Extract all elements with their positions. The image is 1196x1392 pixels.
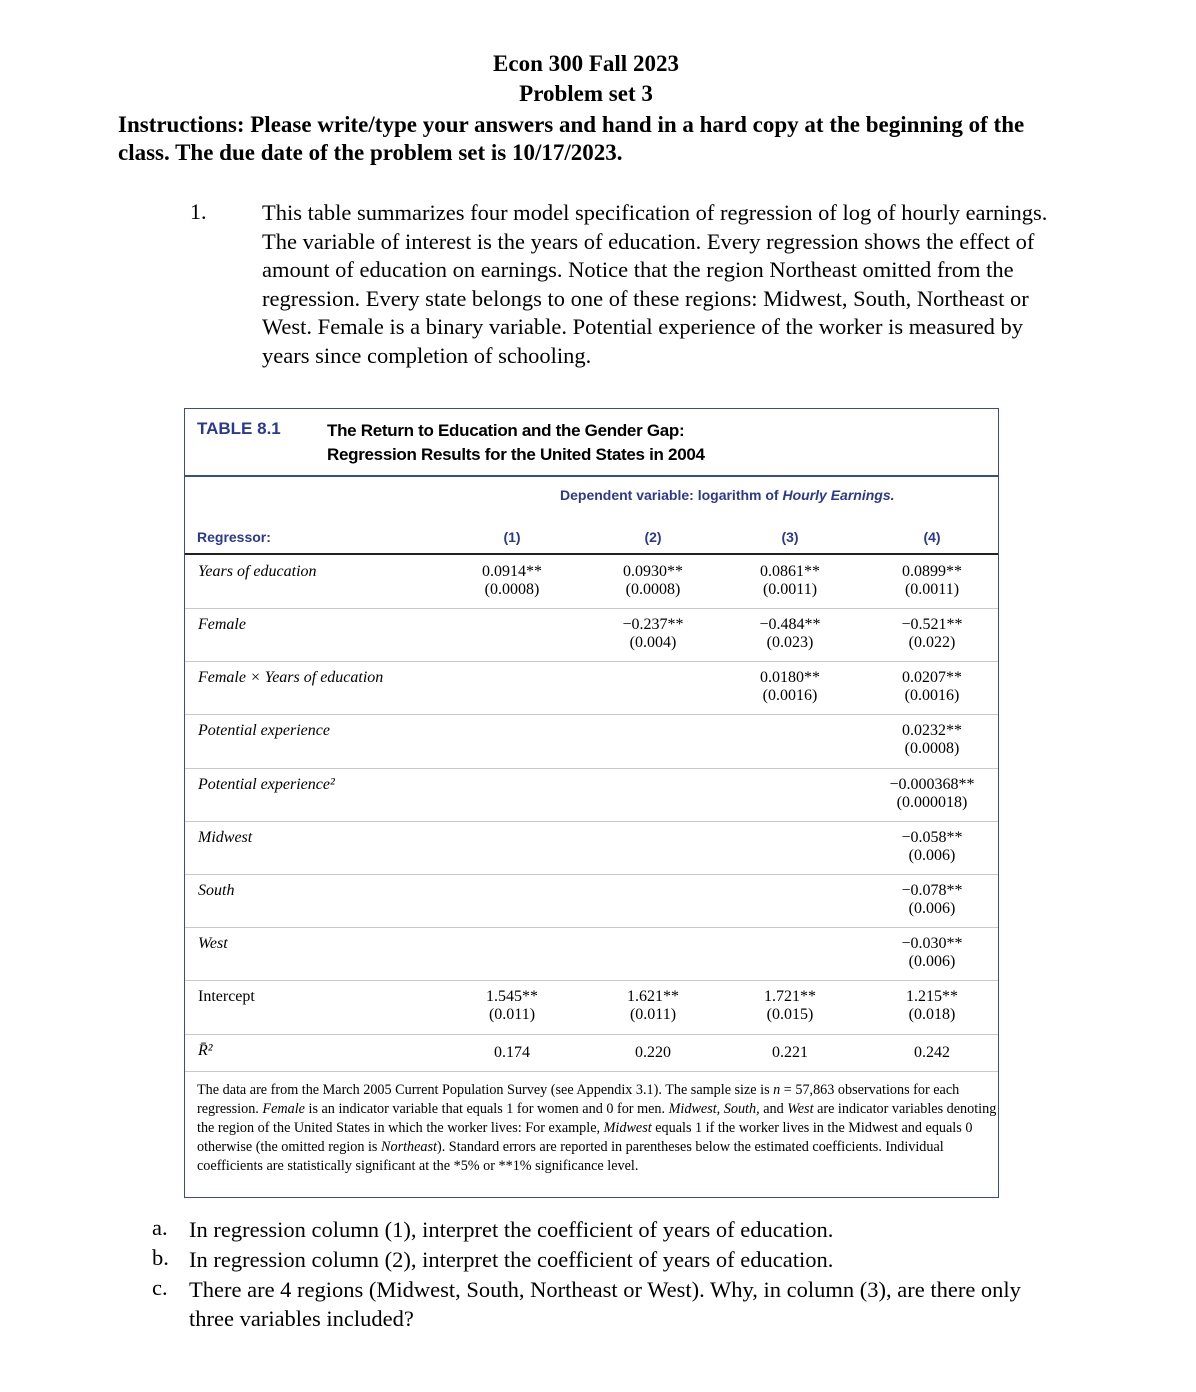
footnote-segment: equals 1 if the worker lives in the Midwest and equals 0 otherwise (the omitted region is xyxy=(197,1120,973,1155)
table-cell xyxy=(583,563,723,599)
subquestion-text: In regression column (2), interpret the coefficient of years of education. xyxy=(189,1247,834,1272)
table-label: TABLE 8.1 xyxy=(197,419,281,438)
table-cell xyxy=(583,1044,723,1062)
row-label: South xyxy=(198,882,235,899)
footnote-segment: Midwest xyxy=(603,1120,652,1136)
subquestion-text: There are 4 regions (Midwest, South, Northeast or West). Why, in column (3), are there only three variables included? xyxy=(189,1277,1021,1331)
footnote-segment: West xyxy=(787,1101,814,1117)
subquestion-letter: a. xyxy=(152,1215,168,1240)
table-cell xyxy=(720,563,860,599)
footnote-segment: Midwest, South, xyxy=(668,1101,760,1117)
footnote-segment: n xyxy=(773,1082,781,1098)
coefficient: 1.621** xyxy=(627,988,679,1005)
standard-error: (0.015) xyxy=(766,1006,814,1023)
coefficient: −0.484** xyxy=(759,616,821,633)
divider xyxy=(185,475,998,477)
standard-error: (0.004) xyxy=(629,634,677,651)
table-row xyxy=(185,714,998,769)
table-title-line1: The Return to Education and the Gender Gap: xyxy=(327,421,685,440)
table-cell xyxy=(862,829,1002,865)
dependent-variable-label xyxy=(560,487,895,503)
table-row xyxy=(185,927,998,981)
coefficient: −0.237** xyxy=(622,616,684,633)
coefficient: −0.000368** xyxy=(889,776,975,793)
instructions: Instructions: Please write/type your answers and hand in a hard copy at the beginning of the class. The due date of the problem set is 10/17/2023. xyxy=(118,112,1025,165)
column-header: (4) xyxy=(923,529,941,545)
table-cell xyxy=(442,1044,582,1062)
standard-error: (0.0008) xyxy=(625,581,681,598)
table-cell xyxy=(720,1044,860,1062)
row-label: Female xyxy=(198,616,246,633)
standard-error: (0.0016) xyxy=(762,687,818,704)
table-row xyxy=(185,608,998,662)
subquestion-letter: c. xyxy=(152,1275,168,1300)
column-header: (3) xyxy=(781,529,799,545)
coefficient: −0.521** xyxy=(901,616,963,633)
table-row xyxy=(185,980,998,1035)
column-header: (2) xyxy=(644,529,662,545)
coefficient: 0.0180** xyxy=(760,669,820,686)
table-cell xyxy=(862,1044,1002,1062)
standard-error: (0.000018) xyxy=(896,794,968,811)
coefficient: 1.545** xyxy=(486,988,538,1005)
table-cell xyxy=(720,616,860,652)
table-row xyxy=(185,661,998,715)
coefficient: 0.0232** xyxy=(902,722,962,739)
standard-error: (0.006) xyxy=(908,847,956,864)
table-row xyxy=(185,1034,998,1072)
standard-error: (0.006) xyxy=(908,900,956,917)
question-number: 1. xyxy=(190,199,207,224)
footnote-segment: and xyxy=(759,1101,788,1117)
footnote-segment: = 57,863 observations for each regression. xyxy=(197,1082,960,1117)
coefficient: 0.242 xyxy=(914,1044,950,1061)
standard-error: (0.023) xyxy=(766,634,814,651)
coefficient: 0.220 xyxy=(635,1044,671,1061)
question-text: This table summarizes four model specification of regression of log of hourly earnings. The variable of interest is the years of education. Every regression shows the effect of amount of education on earnings. Notice that the region Northeast omitted from the regression. Every state belongs to one of these regions: Midwest, South, Northeast or West. Female is a binary variable. Potential experience of the worker is measured by years since completion of schooling. xyxy=(262,200,1048,368)
table-cell xyxy=(442,988,582,1024)
coefficient: 0.0207** xyxy=(902,669,962,686)
row-label: R̄² xyxy=(198,1042,213,1059)
table-cell xyxy=(862,563,1002,599)
standard-error: (0.006) xyxy=(908,953,956,970)
standard-error: (0.0008) xyxy=(904,740,960,757)
standard-error: (0.0011) xyxy=(762,581,818,598)
standard-error: (0.018) xyxy=(908,1006,956,1023)
subquestion-letter: b. xyxy=(152,1245,169,1270)
coefficient: 1.215** xyxy=(906,988,958,1005)
table-cell xyxy=(583,616,723,652)
row-label: Potential experience² xyxy=(198,776,335,793)
table-cell xyxy=(442,563,582,599)
coefficient: 0.0861** xyxy=(760,563,820,580)
column-header: (1) xyxy=(503,529,521,545)
row-label: Female × Years of education xyxy=(198,669,384,686)
table-row xyxy=(185,555,998,609)
table-row xyxy=(185,821,998,875)
table-cell xyxy=(862,935,1002,971)
table-cell xyxy=(720,669,860,705)
row-label: Midwest xyxy=(198,829,253,846)
problem-set-title: Problem set 3 xyxy=(519,81,653,106)
standard-error: (0.0008) xyxy=(484,581,540,598)
subquestion-text: In regression column (1), interpret the coefficient of years of education. xyxy=(189,1217,834,1242)
table-footnote xyxy=(197,1081,997,1176)
regressor-header: Regressor: xyxy=(197,529,271,545)
table-cell xyxy=(862,988,1002,1024)
coefficient: −0.058** xyxy=(901,829,963,846)
coefficient: −0.078** xyxy=(901,882,963,899)
row-label: Potential experience xyxy=(198,722,330,739)
standard-error: (0.0011) xyxy=(904,581,960,598)
depvar-italic: Hourly Earnings. xyxy=(782,487,895,503)
footnote-segment: is an indicator variable that equals 1 for women and 0 for men. xyxy=(304,1101,669,1117)
table-title xyxy=(327,419,705,467)
regression-table xyxy=(184,408,999,1198)
table-title-line2: Regression Results for the United States in 2004 xyxy=(327,445,705,464)
coefficient: 1.721** xyxy=(764,988,816,1005)
table-cell xyxy=(862,616,1002,652)
row-label: West xyxy=(198,935,228,952)
coefficient: 0.0930** xyxy=(623,563,683,580)
row-label: Years of education xyxy=(198,563,317,580)
standard-error: (0.011) xyxy=(629,1006,677,1023)
coefficient: 0.0914** xyxy=(482,563,542,580)
coefficient: 0.174 xyxy=(494,1044,530,1061)
table-cell xyxy=(862,882,1002,918)
table-cell xyxy=(583,988,723,1024)
table-row xyxy=(185,768,998,822)
course-title: Econ 300 Fall 2023 xyxy=(493,51,679,76)
standard-error: (0.022) xyxy=(908,634,956,651)
table-cell xyxy=(862,776,1002,812)
coefficient: 0.221 xyxy=(772,1044,808,1061)
footnote-segment: ). Standard errors are reported in parentheses below the estimated coefficients. Individual coefficients are statistically significant at the *5% or **1% significance level. xyxy=(197,1139,944,1174)
standard-error: (0.0016) xyxy=(904,687,960,704)
table-cell xyxy=(720,988,860,1024)
row-label: Intercept xyxy=(198,988,255,1005)
footnote-segment: Female xyxy=(262,1101,305,1117)
depvar-text: Dependent variable: logarithm of xyxy=(560,487,783,503)
coefficient: 0.0899** xyxy=(902,563,962,580)
footnote-segment: Northeast xyxy=(381,1139,437,1155)
footnote-segment: are indicator variables denoting the region of the United States in which the worker lives: For example, xyxy=(197,1101,997,1136)
standard-error: (0.011) xyxy=(488,1006,536,1023)
footnote-segment: The data are from the March 2005 Current Population Survey (see Appendix 3.1). The sample size is xyxy=(197,1082,774,1098)
table-cell xyxy=(862,669,1002,705)
table-row xyxy=(185,874,998,928)
coefficient: −0.030** xyxy=(901,935,963,952)
table-cell xyxy=(862,722,1002,758)
